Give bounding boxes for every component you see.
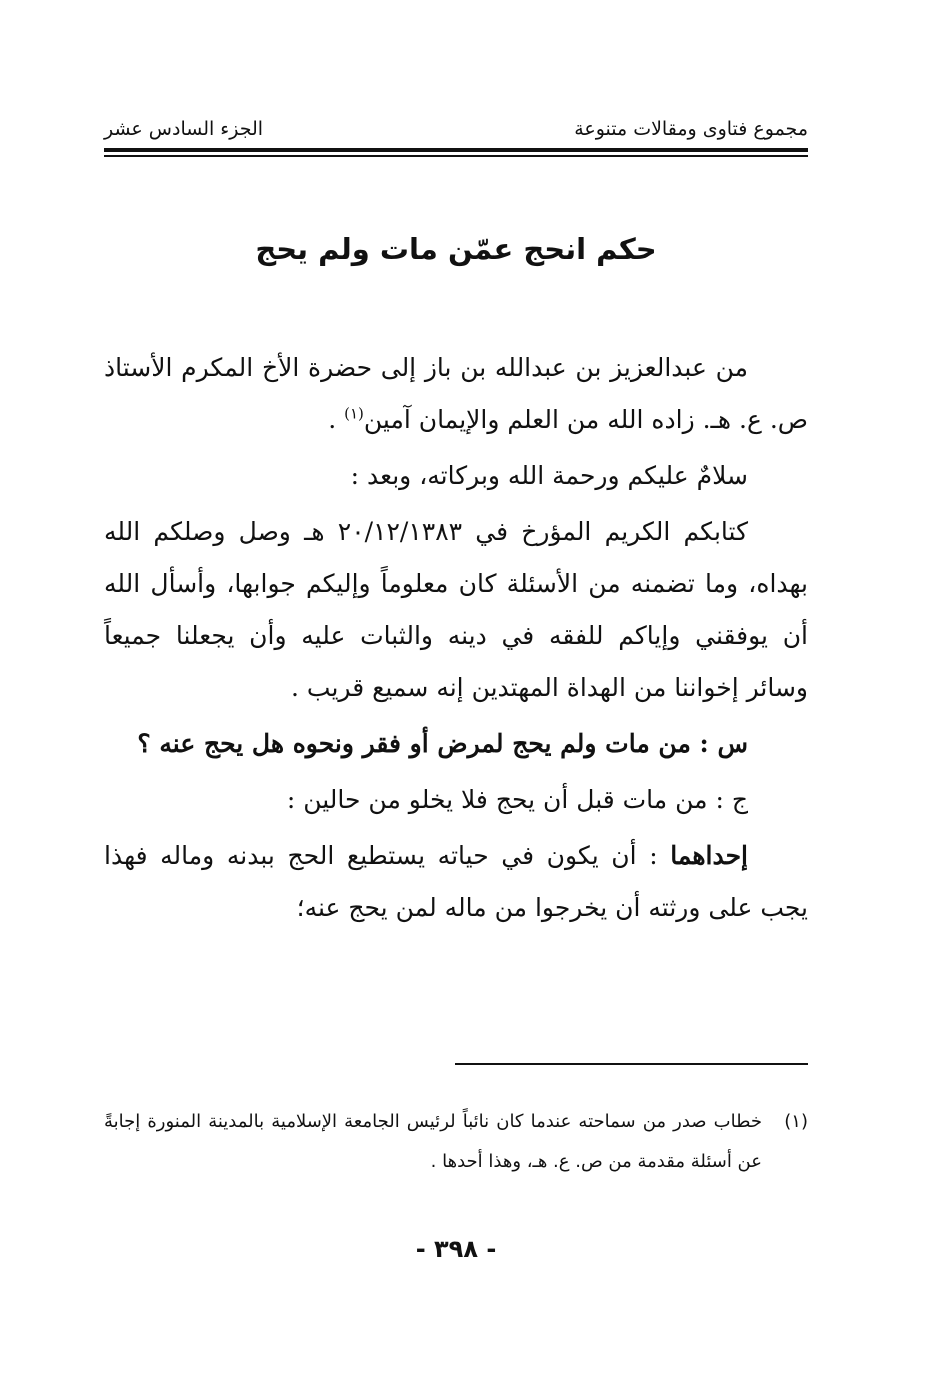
header-rule-thick [104,148,808,152]
paragraph-greeting: سلامٌ عليكم ورحمة الله وبركاته، وبعد : [350,461,748,490]
footnote-text: خطاب صدر من سماحته عندما كان نائباً لرئيس الجامعة الإسلامية بالمدينة المنورة إجابةً عن أسئلة مقدمة من ص. ع. هـ، وهذا أحدها . [104,1111,762,1172]
paragraph-question: س : من مات ولم يحج لمرض أو فقر ونحوه هل يحج عنه ؟ [137,729,748,758]
paragraph-letter-reply: كتابكم الكريم المؤرخ في ٢٠/١٢/١٣٨٣ هـ وصل وصلكم الله بهداه، وما تضمنه من الأسئلة كان معلوماً وإليكم جوابها، وأسأل الله أن يوفقني وإياكم للفقه في دينه والثبات عليه وأن يجعلنا جميعاً وسائر إخواننا من الهداة المهتدين إنه سميع قريب . [104,517,808,702]
footnote [104,1102,808,1182]
paragraph-salutation: من عبدالعزيز بن عبدالله بن باز إلى حضرة الأخ المكرم الأستاذ ص. ع. هـ. زاده الله من العلم والإيمان آمين$^{(١)}$ . [104,353,808,434]
article-title: حكم انحج عمّن مات ولم يحج [255,232,657,266]
footnote-separator [455,1063,808,1065]
header-rule-thin [104,155,808,157]
first-case-text: : أن يكون في حياته يستطيع الحج ببدنه وماله فهذا يجب على ورثته أن يخرجوا من ماله لمن يحج عنه؛ [104,841,808,922]
book-title: مجموع فتاوى ومقالات متنوعة [574,118,808,140]
page-number: - ٣٩٨ - [415,1235,497,1263]
article-body [104,342,808,934]
paragraph-first-case [104,830,808,934]
footnote-number: (١) [784,1111,808,1132]
paragraph-answer: ج : من مات قبل أن يحج فلا يخلو من حالين : [286,785,748,814]
first-case-label: إحداهما [670,841,748,870]
volume-label: الجزء السادس عشر [104,118,264,140]
footnote-marker: (١) [344,404,364,423]
running-header [104,112,808,146]
